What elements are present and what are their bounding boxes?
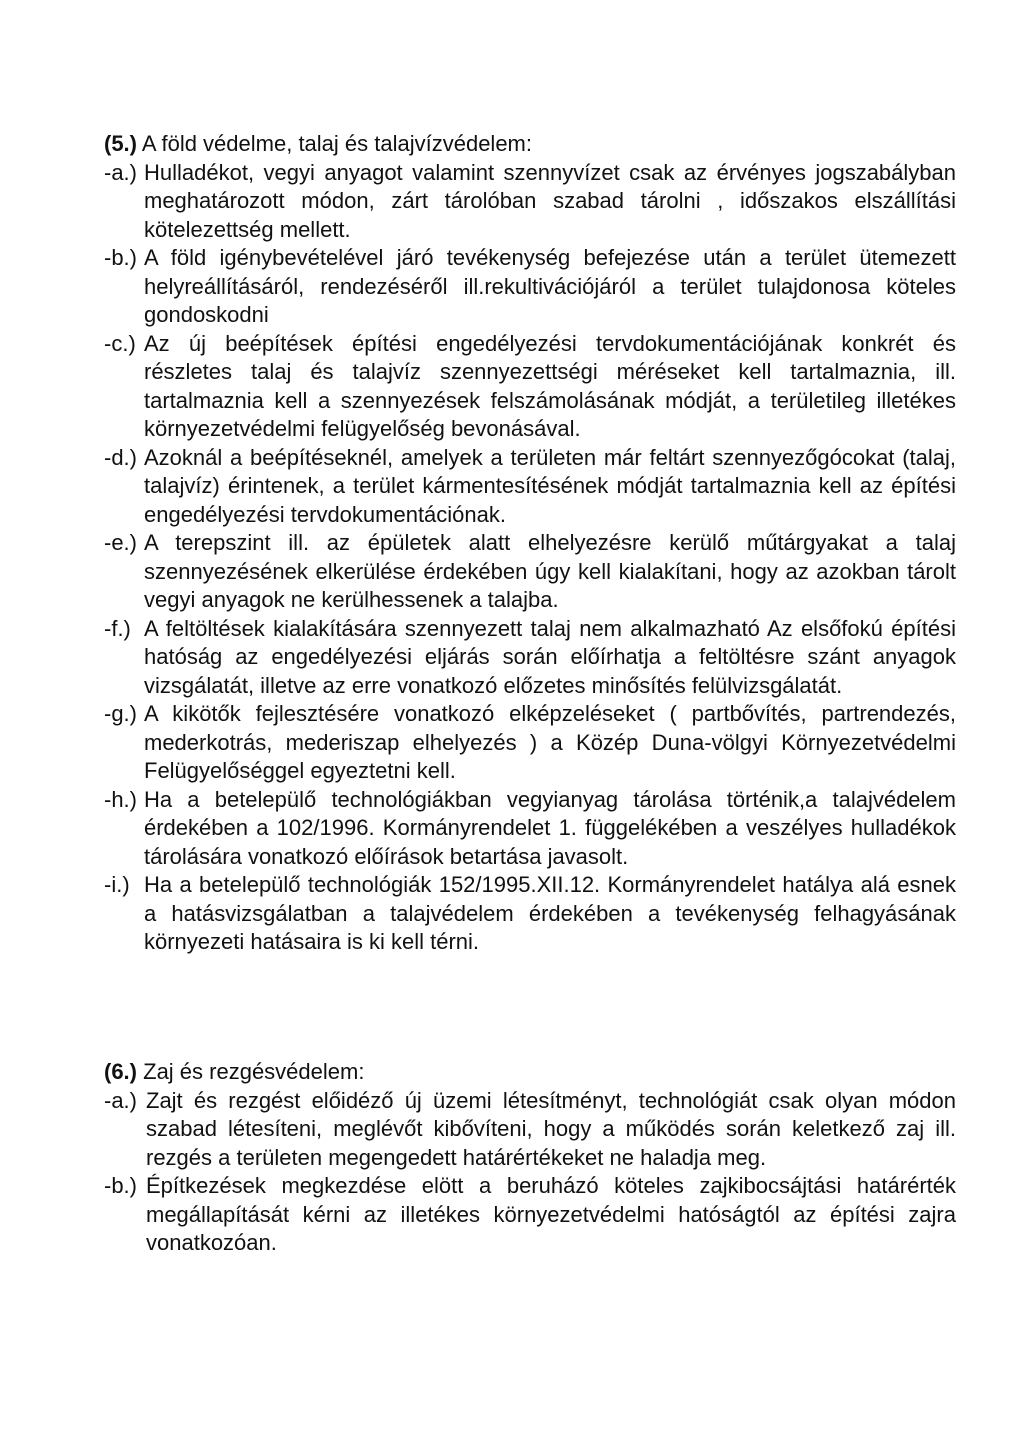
section-heading bbox=[104, 130, 956, 159]
item-label: -f.) bbox=[104, 615, 131, 641]
section-number: (5.) bbox=[104, 131, 137, 156]
item-text: Azoknál a beépítéseknél, amelyek a területen már feltárt szennyezőgócokat (talaj, talajvíz) érintenek, a terület kármentesítésének módját tartalmaznia kell az építési engedélyezési tervdokumentációnak. bbox=[144, 444, 956, 527]
item-text: Az új beépítések építési engedélyezési tervdokumentációjának konkrét és részletes talaj és talajvíz szennyezettségi méréseket kell tartalmaznia, ill. tartalmaznia kell a szennyezések felszámolásának módját, a területileg illetékes környezetvédelmi felügyelőség bevonásával. bbox=[144, 330, 956, 441]
section-heading bbox=[104, 1058, 956, 1087]
list-item bbox=[104, 330, 956, 444]
item-text: A föld igénybevételével járó tevékenység befejezése után a terület ütemezett helyreállításáról, rendezéséről ill.rekultivációjáról a terület tulajdonosa köteles gondoskodni bbox=[144, 245, 956, 327]
item-text: Ha a betelepülő technológiákban vegyianyag tárolása történik,a talajvédelem érdekében a 102/1996. Kormányrendelet 1. függelékében a veszélyes hulladékok tárolására vonatkozó előírások betartása javasolt. bbox=[144, 786, 956, 869]
list-item bbox=[104, 244, 956, 330]
item-text: A kikötők fejlesztésére vonatkozó elképzeléseket ( partbővítés, partrendezés, mederkotrás, mederiszap elhelyezés ) a Közép Duna-völgyi Környezetvédelmi Felügyelőséggel egyeztetni kell. bbox=[144, 701, 956, 783]
item-text: A feltöltések kialakítására szennyezett talaj nem alkalmazható Az elsőfokú építési hatóság az engedélyezési eljárás során előírhatja a feltöltésre szánt anyagok vizsgálatát, illetve az erre vonatkozó előzetes minősítés felülvizsgálatát. bbox=[144, 615, 956, 698]
item-text: A terepszint ill. az épületek alatt elhelyezésre kerülő műtárgyakat a talaj szennyezésének elkerülése érdekében úgy kell kialakítani, hogy az azokban tárolt vegyi anyagok ne kerülhessenek a talajba. bbox=[144, 530, 956, 612]
section-title: Zaj és rezgésvédelem: bbox=[143, 1059, 365, 1084]
list-item bbox=[104, 529, 956, 615]
item-label: -b.) bbox=[104, 1173, 137, 1198]
section-number: (6.) bbox=[104, 1059, 137, 1084]
item-label: -c.) bbox=[104, 330, 136, 356]
section-noise-protection bbox=[104, 1058, 956, 1258]
item-label: -b.) bbox=[104, 245, 137, 270]
item-label: -i.) bbox=[104, 872, 130, 897]
item-label: -g.) bbox=[104, 701, 137, 726]
section-title: A föld védelme, talaj és talajvízvédelem: bbox=[141, 131, 532, 156]
item-label: -a.) bbox=[104, 159, 137, 185]
list-item bbox=[104, 1172, 956, 1258]
list-item bbox=[104, 786, 956, 872]
item-text: Zajt és rezgést előidéző új üzemi létesítményt, technológiát csak olyan módon szabad létesíteni, meglévőt kibővíteni, hogy a működés során keletkező zaj ill. rezgés a területen megengedett határértékeket ne haladja meg. bbox=[146, 1087, 956, 1170]
item-label: -d.) bbox=[104, 444, 137, 470]
list-item bbox=[104, 615, 956, 701]
item-text: Építkezések megkezdése elött a beruházó köteles zajkibocsájtási határérték megállapítását kérni az illetékes környezetvédelmi hatóságtól az építési zajra vonatkozóan. bbox=[146, 1173, 956, 1255]
item-label: -h.) bbox=[104, 786, 137, 812]
item-label: -e.) bbox=[104, 530, 137, 555]
item-text: Hulladékot, vegyi anyagot valamint szennyvízet csak az érvényes jogszabályban meghatározott módon, zárt tárolóban szabad tárolni , időszakos elszállítási kötelezettség mellett. bbox=[144, 159, 956, 242]
item-label: -a.) bbox=[104, 1087, 137, 1113]
list-item bbox=[104, 700, 956, 786]
section-soil-protection bbox=[104, 130, 956, 957]
list-item bbox=[104, 159, 956, 245]
list-item bbox=[104, 1087, 956, 1173]
list-item bbox=[104, 444, 956, 530]
list-item bbox=[104, 871, 956, 957]
item-text: Ha a betelepülő technológiák 152/1995.XII.12. Kormányrendelet hatálya alá esnek a hatásvizsgálatban a talajvédelem érdekében a tevékenység felhagyásának környezeti hatásaira is ki kell térni. bbox=[144, 872, 956, 954]
